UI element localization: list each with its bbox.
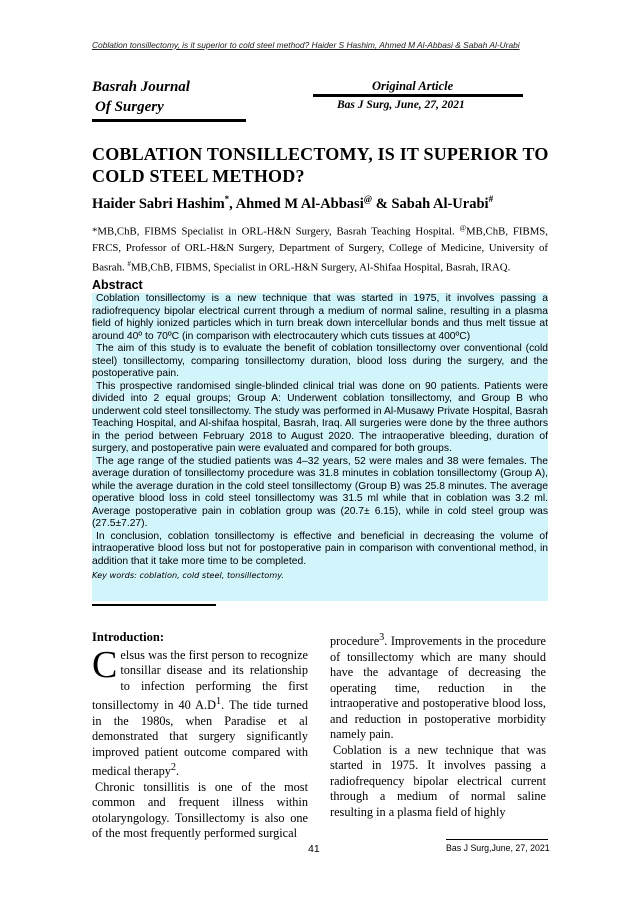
footer-rule — [446, 839, 548, 840]
journal-citation: Bas J Surg, June, 27, 2021 — [337, 99, 465, 111]
intro-text: elsus was the first person to recognize tonsillar disease and its relationship to infection performing the first tonsillectomy in 40 A.D — [92, 647, 308, 713]
affiliation-1: *MB,ChB, FIBMS Specialist in ORL-H&N Surgery, Basrah Teaching Hospital. — [92, 225, 460, 238]
intro-paragraph: Chronic tonsillitis is one of the most common and frequent illness within otolaryngology. Tonsillectomy is also one of the most frequently performed surgical — [92, 779, 308, 841]
author-list — [92, 194, 493, 213]
intro-text: . The tide turned in the 1980s, when Paradise et al demonstrated that surgery significantly improved patient outcome compared with medical therapy — [92, 698, 309, 779]
article-type: Original Article — [372, 79, 454, 93]
affiliation-mark: # — [127, 260, 131, 269]
affiliation-2: MB,ChB, FIBMS, FRCS, Professor of ORL-H&N Surgery, Department of Surgery, College of Medicine, University of Basrah. — [92, 225, 548, 274]
intro-paragraph — [330, 630, 546, 743]
footer-citation: Bas J Surg,June, 27, 2021 — [446, 843, 550, 853]
abstract-paragraph: This prospective randomised single-blinded clinical trial was done on 90 patients. Patients were divided into 2 equal groups; Group A: Underwent coblation tonsillectomy, and Group B who underwent cold steel tonsillectomy. The study was performed in Al-Musawy Private Hospital, Basrah Teaching Hospital, and Al-shifaa hospital, Basrah, Iraq. All surgeries were done by the three authors in the period between February 2018 to August 2020. The intraoperative bleeding, duration of surgery, and postoperative pain were evaluated and compared for both groups. — [92, 380, 548, 454]
author-1: Haider Sabri Hashim — [92, 195, 225, 212]
page-number: 41 — [308, 843, 320, 855]
drop-cap: C — [92, 643, 118, 686]
citation-ref: 1 — [216, 696, 222, 707]
keywords-rule — [92, 604, 216, 606]
affiliations — [92, 220, 548, 276]
citation-ref: 2 — [170, 762, 176, 774]
intro-heading: Introduction: — [92, 630, 165, 644]
keywords: Key words: coblation, cold steel, tonsillectomy. — [92, 570, 285, 580]
running-header: Coblation tonsillectomy, is it superior to cold steel method? Haider S Hashim, Ahmed M Al-Abbasi & Sabah Al-Urabi — [92, 40, 520, 50]
intro-paragraph: Coblation is a new technique that was started in 1975. It involves passing a radiofrequency bipolar electrical current through a medium of normal saline resulting in a plasma field of highly — [330, 742, 546, 819]
author-1-mark: * — [224, 194, 230, 204]
journal-name — [92, 77, 190, 117]
abstract-paragraph: In conclusion, coblation tonsillectomy is effective and beneficial in decreasing the volume of intraoperative blood loss but not for postoperative pain in comparison with conventional method, in addition that it take more time to be completed. — [92, 530, 548, 567]
author-3-mark: # — [488, 194, 494, 204]
journal-rule — [92, 119, 246, 122]
intro-text: procedure — [330, 634, 380, 649]
journal-name-line1: Basrah Journal — [92, 79, 190, 95]
intro-text: . — [176, 764, 180, 779]
author-separator: & — [372, 195, 392, 212]
intro-text: . Improvements in the procedure of tonsillectomy which are many should have the advantage of decreasing the operating time, reduction in the intraoperative and postoperative blood loss, and reduction in postoperative morbidity namely pain. — [330, 634, 546, 742]
author-2-mark: @ — [363, 194, 373, 204]
paper-title: COBLATION TONSILLECTOMY, IS IT SUPERIOR TO COLD STEEL METHOD? — [92, 144, 549, 186]
affiliation-mark: @ — [459, 224, 467, 232]
intro-paragraph — [92, 643, 309, 780]
author-separator: , — [229, 195, 236, 212]
abstract-paragraph: The aim of this study is to evaluate the benefit of coblation tonsillectomy over conventional (cold steel) tonsillectomy, comparing tonsillectomy duration, blood loss during the surgery, and the postoperative pain. — [92, 343, 548, 379]
author-3: Sabah Al-Urabi — [391, 195, 489, 212]
abstract-paragraph: Coblation tonsillectomy is a new technique that was started in 1975, it involves passing a radiofrequency bipolar electrical current through a medium of normal saline, resulting in a plasma field of highly ionized particles which in turn break down intercellular bonds and thus melt tissue at around 40º to 70ºC (in comparison with electrocautery which cuts tissues at 400ºC) — [92, 293, 548, 342]
abstract-body — [92, 293, 548, 582]
abstract-heading: Abstract — [92, 278, 143, 292]
journal-name-line2: Of Surgery — [95, 99, 164, 115]
intro-column-right — [330, 630, 546, 820]
article-type-rule — [313, 94, 523, 97]
citation-ref: 3 — [379, 632, 385, 643]
affiliation-3: MB,ChB, FIBMS, Specialist in ORL-H&N Surgery, Al-Shifaa Hospital, Basrah, IRAQ. — [130, 262, 511, 274]
author-2: Ahmed M Al-Abbasi — [235, 195, 364, 212]
abstract-paragraph: The age range of the studied patients was 4–32 years, 52 were males and 38 were females. The average duration of tonsillectomy procedure was 31.8 minutes in coblation tonsillectomy (Group A), while the average duration in the cold steel tonsillectomy (Group B) was 25.8 minutes. The average operative blood loss in cold steel tonsillectomy was 31.5 ml while that in coblation was 3.2 ml. Average postoperative pain in coblation group was (20.7± 6.15), while in cold steel group was (27.5±7.27). — [92, 455, 548, 529]
intro-column-left — [92, 630, 308, 842]
